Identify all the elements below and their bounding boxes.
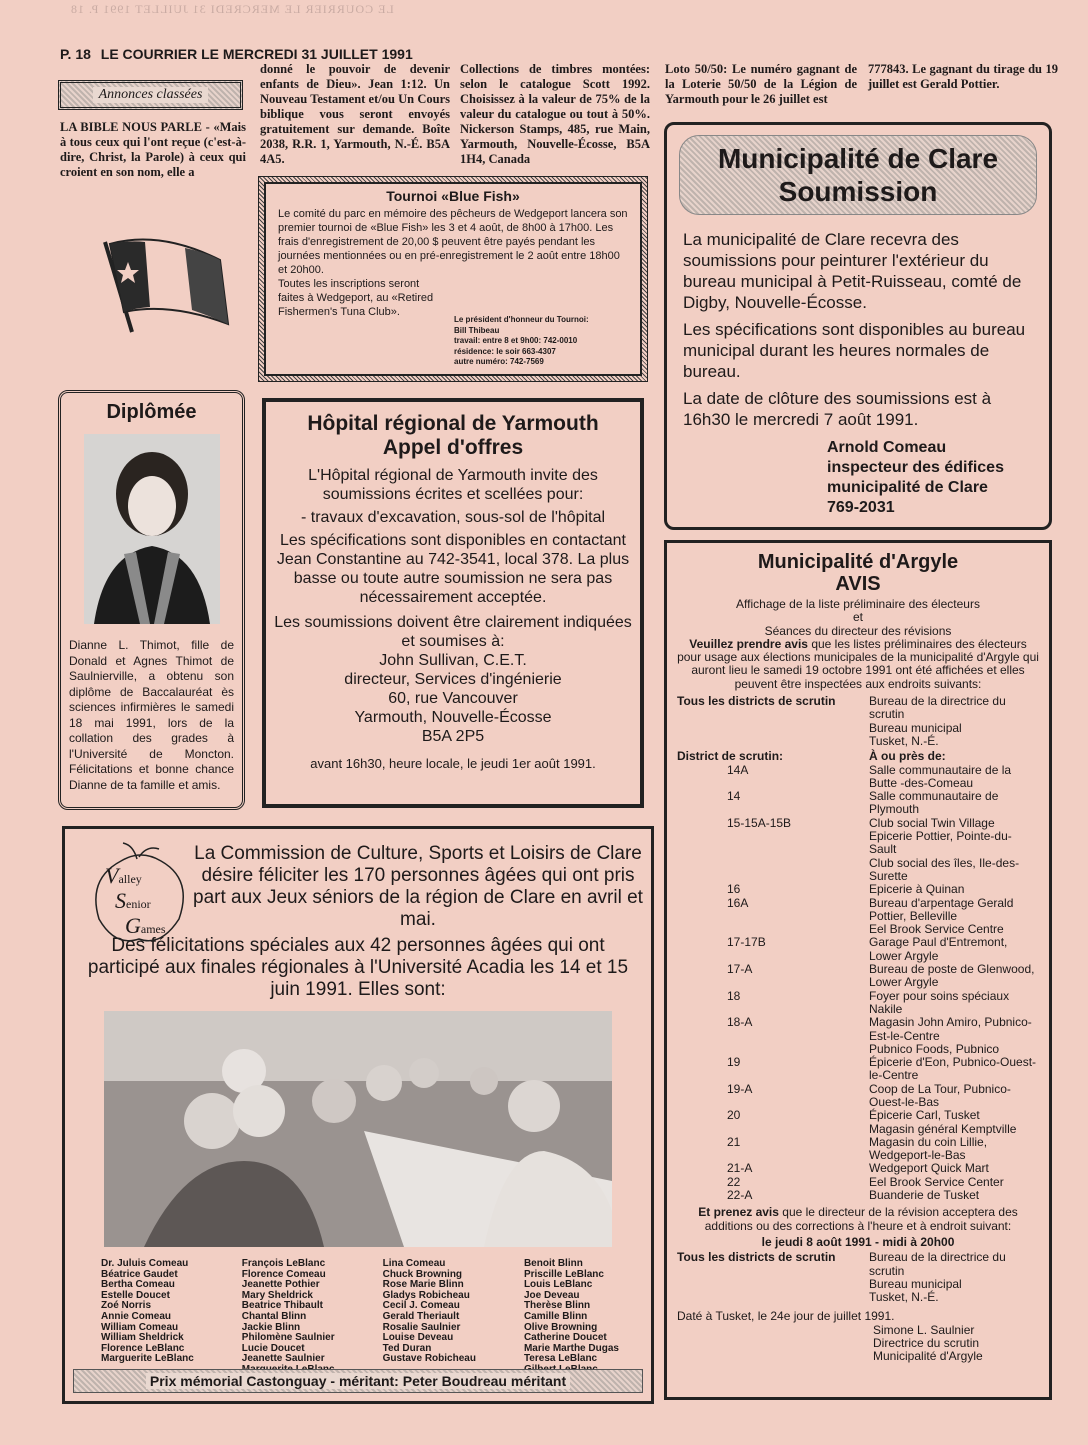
participant-name: Teresa LeBlanc — [523, 1353, 598, 1365]
district-place: Magasin John Amiro, Pubnico-Est-le-Centre Pubnico Foods, Pubnico — [869, 1015, 1032, 1056]
participant-name: Therèse Blinn — [523, 1300, 591, 1312]
district-row — [677, 1109, 1039, 1136]
addr-name: John Sullivan, C.E.T. — [379, 652, 527, 669]
graduate-photo — [84, 434, 220, 624]
participant-name: Béatrice Gaudet — [101, 1268, 178, 1280]
sig-name: Arnold Comeau — [827, 439, 947, 456]
sig-phone: 769-2031 — [827, 499, 895, 516]
clare-title: Municipalité de Clare — [717, 143, 999, 174]
participant-name: Gladys Robicheau — [382, 1289, 470, 1301]
participant-name: Olive Browning — [523, 1321, 598, 1333]
district-row — [677, 1162, 1039, 1175]
participant-name: Camille Blinn — [523, 1310, 588, 1322]
seniors-group-photo — [104, 1011, 612, 1247]
participant-name: Marguerite LeBlanc — [101, 1353, 194, 1365]
district-place: Épicerie d'Eon, Pubnico-Ouest-le-Centre — [869, 1055, 1037, 1083]
district-header: District de scrutin: — [677, 749, 784, 764]
addr-title: directeur, Services d'ingénierie — [344, 671, 562, 688]
addr-street: 60, rue Vancouver — [388, 690, 518, 707]
district-row — [677, 1016, 1039, 1056]
addr-postal: B5A 2P5 — [421, 728, 485, 745]
stamps-ad: Collections de timbres montées: selon le catalogue Scott 1992. Choisissez à la valeur de 75% de la valeur du catalogue ou tout à 50%. Nickerson Stamps, 485, rue Main, Yarmouth, Nouvelle-Écosse, B5A 1H4, Canada — [460, 62, 650, 166]
hopital-l4: Les soumissions doivent être clairement indiquées et soumises à: — [274, 614, 632, 650]
district-place: Salle communautaire de Plymouth — [869, 789, 999, 817]
district-row — [677, 1056, 1039, 1083]
hopital-ad — [262, 398, 644, 808]
district-row — [677, 897, 1039, 937]
argyle-subtitle: AVIS — [835, 573, 881, 595]
place-header: À ou près de: — [869, 749, 946, 764]
district-row — [677, 817, 1039, 883]
district-place: Bureau de poste de Glenwood, Lower Argyle — [869, 962, 1035, 990]
sig-org: municipalité de Clare — [827, 479, 988, 496]
sig-title: Directrice du scrutin — [873, 1336, 980, 1351]
participant-name: Gerald Theriault — [382, 1310, 460, 1322]
district-number: 22 — [727, 1174, 741, 1189]
bible-ad-cont: donné le pouvoir de devenir enfants de Dieu». Jean 1:12. Un Nouveau Testament et/ou Un Cours biblique vous seront envoyés gratuitement sur demande. Boîte 2038, R.R. 1, Yarmouth, N.-É. B5A 4A5. — [260, 62, 450, 166]
participant-name: Jackie Blinn — [241, 1321, 301, 1333]
loto-ad: Loto 50/50: Le numéro gagnant de la Loterie 50/50 de la Légion de Yarmouth pour le 26 juillet est — [665, 62, 857, 106]
valley-senior-games-logo: Valley Senior Games — [81, 839, 201, 949]
participant-name: Marie Marthe Dugas — [523, 1342, 619, 1354]
bluefish-contact — [454, 315, 589, 368]
argyle-notice — [677, 638, 1039, 691]
district-row — [677, 764, 1039, 791]
district-number: 15-15A-15B — [727, 815, 792, 830]
participant-name: Louis LeBlanc — [523, 1279, 593, 1291]
ghost-header: LE COURRIER LE MERCREDI 31 JUILLET 1991 P. 18 — [70, 2, 394, 16]
district-place: Magasin du coin Lillie, Wedgeport-le-Bas — [869, 1134, 988, 1163]
prize-banner — [73, 1369, 643, 1393]
names-column — [101, 1259, 194, 1376]
diplomee-ad — [58, 390, 245, 810]
all-label: Tous les districts de scrutin — [677, 694, 836, 709]
clare-signature — [827, 438, 1037, 518]
loto-ad-cont: 777843. Le gagnant du tirage du 19 juillet est Gerald Pottier. — [868, 62, 1058, 91]
argyle-title: Municipalité d'Argyle — [757, 551, 959, 573]
district-place: Club social Twin Village Epicerie Pottier, Pointe-du-Sault Club social des îles, Ile-des-Surette — [869, 815, 1020, 883]
district-place: Salle communautaire de la Butte -des-Comeau — [869, 762, 1012, 790]
revision-date: le jeudi 8 août 1991 - midi à 20h00 — [761, 1234, 955, 1249]
district-number: 17-17B — [727, 935, 766, 950]
clare-p1: La municipalité de Clare recevra des soumissions pour peinturer l'extérieur du bureau municipal à Petit-Ruisseau, comté de Digby, Nouvelle-Écosse. — [683, 230, 1022, 312]
notice-bold: Veuillez prendre avis — [689, 636, 808, 651]
all2-label: Tous les districts de scrutin — [677, 1250, 836, 1265]
district-number: 16A — [727, 895, 749, 910]
district-number: 14A — [727, 762, 749, 777]
district-number: 18 — [727, 988, 741, 1003]
clare-subtitle: Soumission — [778, 176, 938, 207]
district-list — [677, 764, 1039, 1203]
hopital-title: Hôpital régional de Yarmouth — [307, 412, 599, 435]
participant-name: Benoit Blinn — [523, 1258, 583, 1269]
sub-line-1: Affichage de la liste préliminaire des électeurs — [736, 597, 980, 611]
argyle-all-districts — [677, 695, 1039, 748]
district-number: 22-A — [727, 1188, 753, 1203]
contact-title: Le président d'honneur du Tournoi: — [454, 315, 589, 324]
names-column — [524, 1259, 619, 1376]
district-row — [677, 1136, 1039, 1163]
sig-org: Municipalité d'Argyle — [873, 1349, 983, 1364]
district-place: Foyer pour soins spéciaux Nakile — [869, 988, 1010, 1016]
district-row — [677, 990, 1039, 1017]
prize-text: Prix mémorial Castonguay - méritant: Peter Boudreau méritant — [146, 1373, 570, 1389]
participant-name: Mary Sheldrick — [241, 1289, 313, 1301]
paper-date: LE COURRIER LE MERCREDI 31 JUILLET 1991 — [100, 46, 413, 62]
district-place: Wedgeport Quick Mart — [869, 1161, 989, 1176]
district-row — [677, 1189, 1039, 1202]
argyle-headers — [677, 750, 1039, 763]
district-row — [677, 936, 1039, 963]
participant-name: Ted Duran — [382, 1342, 432, 1354]
participant-name: Lucie Doucet — [241, 1342, 305, 1354]
participant-name: William Comeau — [101, 1321, 179, 1333]
participant-name: Rosalie Saulnier — [382, 1321, 461, 1333]
participant-names — [101, 1259, 619, 1376]
participant-name: Philomène Saulnier — [241, 1332, 335, 1344]
hopital-subtitle: Appel d'offres — [382, 436, 524, 459]
argyle-avis2 — [677, 1206, 1039, 1233]
clare-soumission-ad — [664, 122, 1052, 530]
bluefish-title: Tournoi «Blue Fish» — [386, 188, 520, 204]
participant-name: Joe Deveau — [523, 1289, 580, 1301]
district-number: 19 — [727, 1055, 741, 1070]
participant-name: Catherine Doucet — [523, 1332, 607, 1344]
argyle-all-districts-2 — [677, 1251, 1039, 1304]
avis2-text: que le directeur de la révision acceptera des additions ou des corrections à l'heure et à endroit suivant: — [704, 1205, 1018, 1233]
participant-name: Louise Deveau — [382, 1332, 454, 1344]
participant-name: Lina Comeau — [382, 1258, 446, 1269]
district-place: Coop de La Tour, Pubnico-Ouest-le-Bas — [869, 1081, 1011, 1109]
participant-name: Gustave Robicheau — [382, 1353, 476, 1365]
diplomee-title: Diplômée — [106, 401, 197, 423]
clare-p2: Les spécifications sont disponibles au bureau municipal durant les heures normales de bureau. — [683, 320, 1026, 381]
clare-title-box — [679, 135, 1037, 215]
culture-head2: Des félicitations spéciales aux 42 personnes âgées qui ont participé aux finales régionales à l'Université Acadia les 14 et 15 juin 1991. Elles sont: — [87, 935, 629, 1000]
argyle-sub — [677, 598, 1039, 638]
sub-line-2: et — [852, 610, 863, 625]
participant-name: Florence LeBlanc — [101, 1342, 185, 1354]
participant-name: Chantal Blinn — [241, 1310, 307, 1322]
bible-ad-lead: LA BIBLE NOUS PARLE - «Mais à tous ceux qui l'ont reçue (c'est-à-dire, Christ, la Parole) à ceux qui croient en son nom, elle a — [60, 120, 246, 179]
district-row — [677, 790, 1039, 817]
contact-home: résidence: le soir 663-4307 — [454, 346, 556, 356]
district-number: 21 — [727, 1134, 741, 1149]
names-column — [242, 1259, 335, 1376]
participant-name: Priscille LeBlanc — [523, 1268, 604, 1280]
avis2-bold: Et prenez avis — [698, 1205, 779, 1220]
district-place: Épicerie Carl, Tusket Magasin général Kemptville — [869, 1108, 1017, 1136]
all-place: Bureau de la directrice du scrutin Bureau municipal Tusket, N.-É. — [869, 694, 1006, 748]
district-row — [677, 883, 1039, 896]
district-place: Bureau d'arpentage Gerald Pottier, Belleville Eel Brook Service Centre — [869, 895, 1014, 937]
district-number: 16 — [727, 882, 741, 897]
district-place: Garage Paul d'Entremont, Lower Argyle — [869, 935, 1008, 963]
hopital-deadline: avant 16h30, heure locale, le jeudi 1er août 1991. — [310, 756, 596, 771]
participant-name: Bertha Comeau — [101, 1279, 175, 1291]
bluefish-ad — [258, 176, 648, 382]
bluefish-body: Le comité du parc en mémoire des pêcheurs de Wedgeport lancera son premier tournoi de «Blue Fish» les 3 et 4 août, de 8h00 à 17h00. Les frais d'enregistrement de 20,00 $ peuvent être payés pendant les journées mentionnées ou en pré-enregistrement le 2 août entre 18h00 et 20h00. — [278, 208, 628, 276]
hopital-l3: Les spécifications sont disponibles en contactant Jean Constantine au 742-3541, local 378. La plus basse ou toute autre soumission ne sera pas nécessairement acceptée. — [276, 532, 630, 606]
diplomee-text: Dianne L. Thimot, fille de Donald et Agnes Thimot de Saulnierville, a obtenu son diplôme de Baccalauréat ès sciences infirmières le samedi 18 mai 1991, lors de la collation des grades à l'Université de Moncton. Félicitations et bonne chance Dianne de ta famille et amis. — [69, 638, 234, 792]
contact-work: travail: entre 8 et 9h00: 742-0010 — [454, 336, 578, 345]
bluefish-body2: Toutes les inscriptions seront faites à Wedgeport, au «Retired Fishermen's Tuna Club». — [278, 278, 434, 318]
logo-word-2: enior — [126, 897, 151, 911]
participant-name: Florence Comeau — [241, 1268, 326, 1280]
sig-name: Simone L. Saulnier — [873, 1322, 975, 1337]
participant-name: Rose Marie Blinn — [382, 1279, 464, 1291]
argyle-signature — [873, 1324, 1039, 1364]
names-column — [383, 1259, 476, 1376]
participant-name: Cecil J. Comeau — [382, 1300, 460, 1312]
page-header — [60, 46, 413, 62]
clare-p3: La date de clôture des soumissions est à 16h30 le mercredi 7 août 1991. — [683, 389, 992, 429]
district-number: 14 — [727, 789, 741, 804]
argyle-avis-ad — [664, 540, 1052, 1400]
participant-name: Chuck Browning — [382, 1268, 463, 1280]
sig-title: inspecteur des édifices — [827, 459, 1004, 476]
logo-word-1: alley — [118, 872, 142, 886]
contact-name: Bill Thibeau — [454, 325, 500, 335]
sub-line-3: Séances du directeur des révisions — [764, 623, 952, 638]
district-number: 21-A — [727, 1161, 753, 1176]
district-number: 18-A — [727, 1015, 753, 1030]
participant-name: Jeanette Saulnier — [241, 1353, 325, 1365]
participant-name: Annie Comeau — [101, 1310, 172, 1322]
district-row — [677, 1083, 1039, 1110]
hopital-l2: - travaux d'excavation, sous-sol de l'hôpital — [300, 509, 606, 526]
participant-name: William Sheldrick — [101, 1332, 184, 1344]
district-number: 19-A — [727, 1081, 753, 1096]
district-row — [677, 963, 1039, 990]
culture-head: La Commission de Culture, Sports et Loisirs de Clare désire féliciter les 170 personnes âgées qui ont pris part aux Jeux séniors de la région de Clare en avril et mai. — [193, 843, 643, 930]
page-number: P. 18 — [60, 46, 91, 62]
hopital-address — [274, 651, 632, 746]
classees-title: Annonces classées — [93, 87, 209, 103]
participant-name: Estelle Doucet — [101, 1289, 170, 1301]
district-number: 20 — [727, 1108, 741, 1123]
district-row — [677, 1176, 1039, 1189]
participant-name: Zoé Norris — [101, 1300, 152, 1312]
district-place: Eel Brook Service Center — [869, 1174, 1004, 1189]
district-place: Buanderie de Tusket — [869, 1188, 980, 1203]
participant-name: Dr. Juluis Comeau — [101, 1258, 189, 1269]
district-number: 17-A — [727, 962, 753, 977]
argyle-dated: Daté à Tusket, le 24e jour de juillet 1991. — [677, 1309, 895, 1324]
notice-text: que les listes préliminaires des électeurs pour usage aux élections municipales de la municipalité d'Argyle qui auront lieu le samedi 19 octobre 1991 ont été affichées et elles peuvent être inspectées aux endroits suivants: — [677, 636, 1039, 691]
contact-other: autre numéro: 742-7569 — [454, 357, 544, 366]
district-place: Epicerie à Quinan — [869, 882, 965, 897]
logo-word-3: ames — [140, 922, 166, 936]
classees-banner — [58, 80, 243, 110]
participant-name: François LeBlanc — [241, 1258, 326, 1269]
acadian-flag-image — [100, 232, 240, 342]
seniors-games-ad — [62, 826, 654, 1404]
addr-city: Yarmouth, Nouvelle-Écosse — [354, 709, 552, 726]
participant-name: Jeanette Pothier — [241, 1279, 320, 1291]
hopital-l1: L'Hôpital régional de Yarmouth invite des soumissions écrites et scellées pour: — [308, 467, 598, 503]
participant-name: Beatrice Thibault — [241, 1300, 323, 1312]
all2-place: Bureau de la directrice du scrutin Bureau municipal Tusket, N.-É. — [869, 1250, 1006, 1305]
